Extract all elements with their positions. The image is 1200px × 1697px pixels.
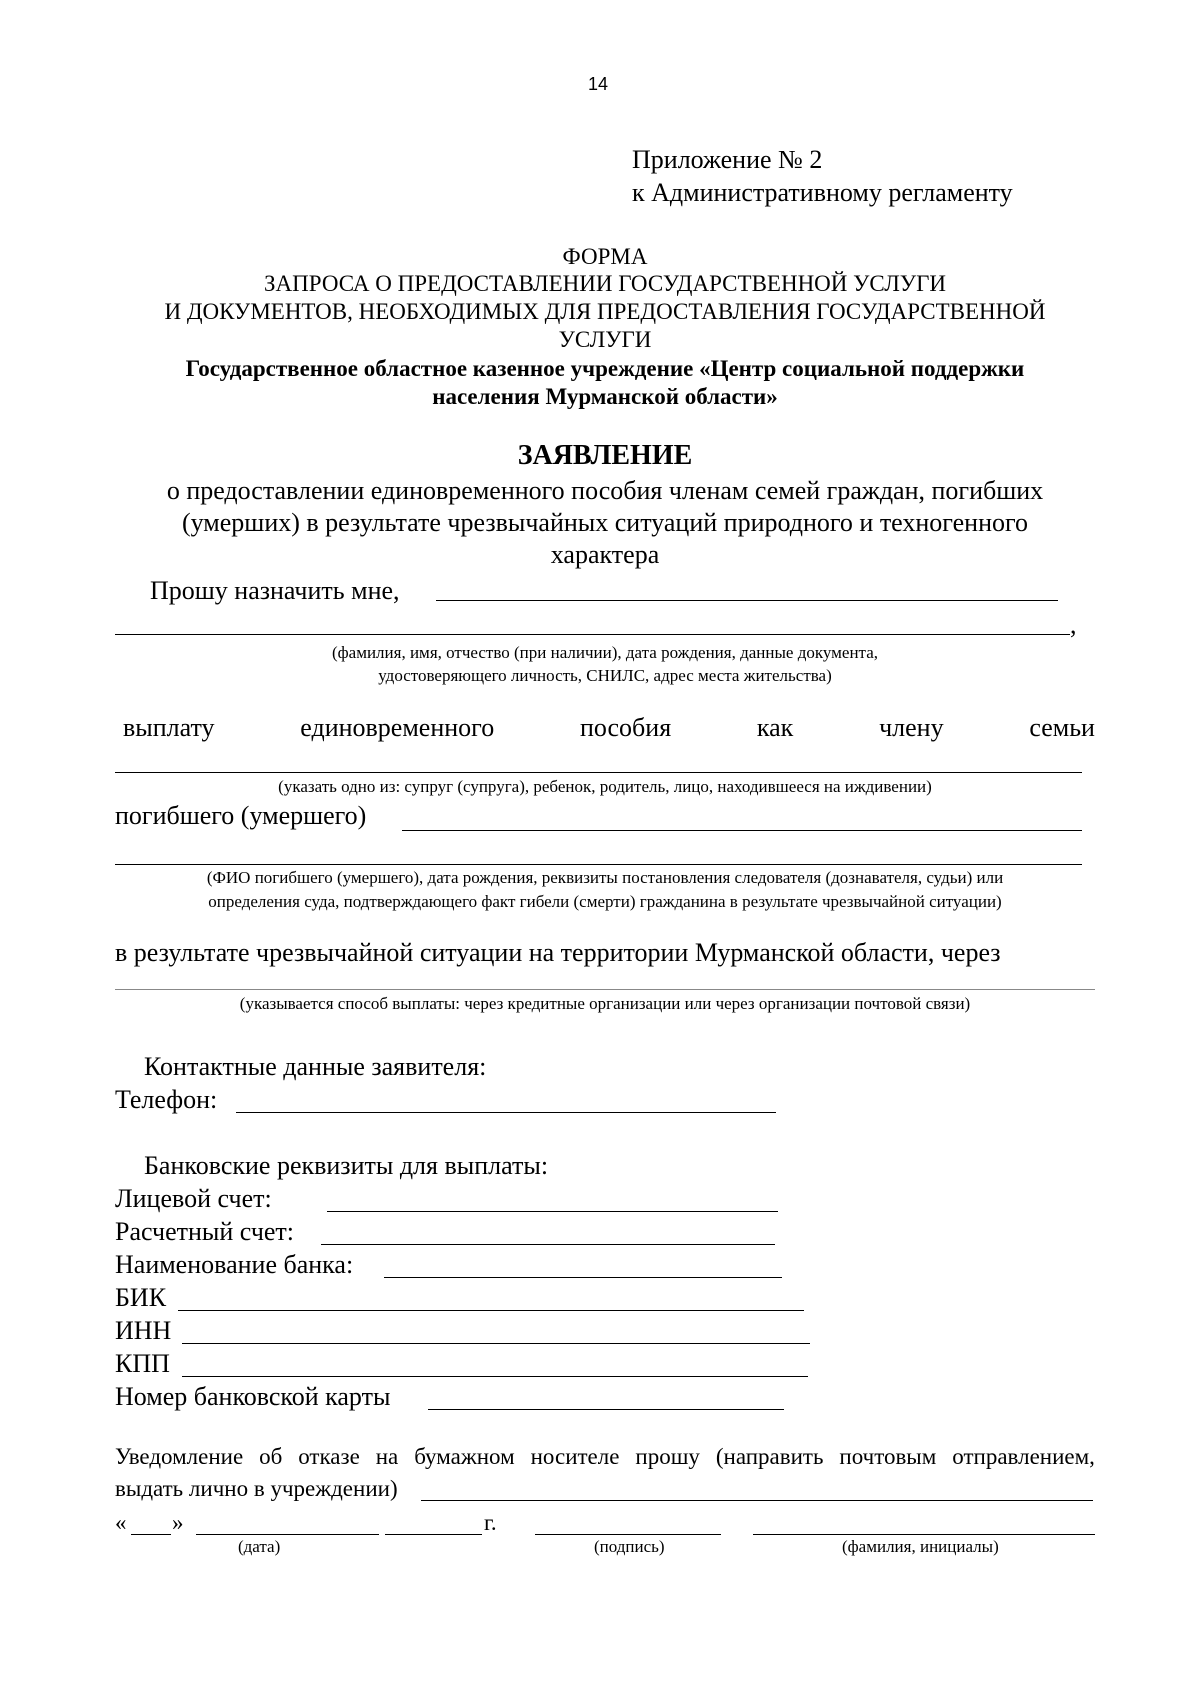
payment-word: семьи <box>1029 713 1095 742</box>
year-suffix: г. <box>484 1510 497 1535</box>
notice-word: носителе <box>530 1444 620 1469</box>
bank-heading: Банковские реквизиты для выплаты: <box>144 1151 549 1180</box>
payment-method-hint: (указывается способ выплаты: через кредитные организации или через организации почтовой связи) <box>239 994 971 1013</box>
trailing-comma: , <box>1070 610 1077 639</box>
bank-name-label: Наименование банка: <box>115 1250 354 1279</box>
bank-name-field-line[interactable] <box>384 1277 782 1278</box>
phone-label: Телефон: <box>115 1085 218 1114</box>
name-caption: (фамилия, инициалы) <box>842 1537 999 1556</box>
date-month-field-line[interactable] <box>196 1534 379 1535</box>
signature-field-line[interactable] <box>535 1534 721 1535</box>
notice-method-field-line[interactable] <box>421 1500 1093 1501</box>
card-number-label: Номер банковской карты <box>115 1382 391 1411</box>
signature-caption: (подпись) <box>594 1537 665 1556</box>
notice-line-2: выдать лично в учреждении) <box>115 1476 398 1501</box>
subtitle-line-2: (умерших) в результате чрезвычайных ситуаций природного и техногенного <box>181 508 1028 537</box>
card-number-field-line[interactable] <box>428 1409 784 1410</box>
inn-field-line[interactable] <box>182 1343 810 1344</box>
settlement-account-label: Расчетный счет: <box>115 1217 295 1246</box>
family-relation-hint: (указать одно из: супруг (супруга), ребенок, родитель, лицо, находившееся на иждивении) <box>278 777 932 796</box>
notice-word: на <box>375 1444 399 1469</box>
payment-word: как <box>756 713 794 742</box>
settlement-account-field-line[interactable] <box>321 1244 775 1245</box>
subtitle-line-3: характера <box>550 540 660 569</box>
date-close-quote: » <box>172 1510 184 1535</box>
notice-word: отправлением, <box>952 1444 1095 1469</box>
applicant-details-field-line[interactable] <box>115 634 1070 635</box>
full-name-field-line[interactable] <box>753 1534 1095 1535</box>
payment-word: выплату <box>123 713 215 742</box>
organization-line-2: населения Мурманской области» <box>432 384 778 409</box>
request-label: Прошу назначить мне, <box>150 576 400 605</box>
date-year-field-line[interactable] <box>385 1534 482 1535</box>
deceased-details-field-line[interactable] <box>115 864 1082 865</box>
deceased-hint-line-1: (ФИО погибшего (умершего), дата рождения, реквизиты постановления следователя (дознавателя, судьи) или <box>206 868 1004 887</box>
organization-line-1: Государственное областное казенное учреждение «Центр социальной поддержки <box>185 356 1025 381</box>
form-header-line-1: ФОРМА <box>562 244 648 269</box>
form-header-line-3: И ДОКУМЕНТОВ, НЕОБХОДИМЫХ ДЛЯ ПРЕДОСТАВЛЕНИЯ ГОСУДАРСТВЕННОЙ <box>164 299 1046 324</box>
personal-account-field-line[interactable] <box>327 1211 778 1212</box>
emergency-text: в результате чрезвычайной ситуации на территории Мурманской области, через <box>115 938 1001 967</box>
notice-word: прошу <box>635 1444 700 1469</box>
date-open-quote: « <box>115 1510 127 1535</box>
page-number: 14 <box>588 74 609 94</box>
payment-word: члену <box>879 713 944 742</box>
applicant-hint-line-2: удостоверяющего личность, СНИЛС, адрес места жительства) <box>378 666 832 685</box>
applicant-hint-line-1: (фамилия, имя, отчество (при наличии), дата рождения, данные документа, <box>331 643 878 662</box>
deceased-label: погибшего (умершего) <box>115 801 367 830</box>
notice-word: Уведомление <box>115 1444 244 1469</box>
appendix-line-1: Приложение № 2 <box>632 145 823 174</box>
document-title: ЗАЯВЛЕНИЕ <box>517 440 693 471</box>
date-day-field-line[interactable] <box>131 1534 171 1535</box>
notice-word: об <box>259 1444 283 1469</box>
appendix-line-2: к Административному регламенту <box>632 178 1013 207</box>
family-relation-field-line[interactable] <box>115 772 1082 773</box>
kpp-field-line[interactable] <box>182 1376 808 1377</box>
payment-method-field-line[interactable] <box>115 989 1095 990</box>
personal-account-label: Лицевой счет: <box>115 1184 272 1213</box>
notice-word: почтовым <box>839 1444 937 1469</box>
inn-label: ИНН <box>115 1316 172 1345</box>
payment-request-line <box>123 713 1095 743</box>
payment-word: единовременного <box>300 713 495 742</box>
date-caption: (дата) <box>238 1537 281 1556</box>
deceased-name-field-line[interactable] <box>402 830 1082 831</box>
phone-field-line[interactable] <box>236 1112 776 1113</box>
notice-word: (направить <box>715 1444 824 1469</box>
notice-line-1 <box>115 1443 1095 1470</box>
bik-label: БИК <box>115 1283 167 1312</box>
deceased-hint-line-2: определения суда, подтверждающего факт гибели (смерти) гражданина в результате чрезвычайной ситуации) <box>208 892 1002 911</box>
kpp-label: КПП <box>115 1349 170 1378</box>
form-header-line-2: ЗАПРОСА О ПРЕДОСТАВЛЕНИИ ГОСУДАРСТВЕННОЙ УСЛУГИ <box>264 271 946 296</box>
payment-word: пособия <box>579 713 672 742</box>
applicant-name-field-line[interactable] <box>436 600 1058 601</box>
notice-word: бумажном <box>414 1444 515 1469</box>
notice-word: отказе <box>298 1444 360 1469</box>
contacts-heading: Контактные данные заявителя: <box>144 1052 487 1081</box>
subtitle-line-1: о предоставлении единовременного пособия членам семей граждан, погибших <box>166 476 1044 505</box>
form-header-line-4: УСЛУГИ <box>558 327 652 352</box>
bik-field-line[interactable] <box>178 1310 804 1311</box>
